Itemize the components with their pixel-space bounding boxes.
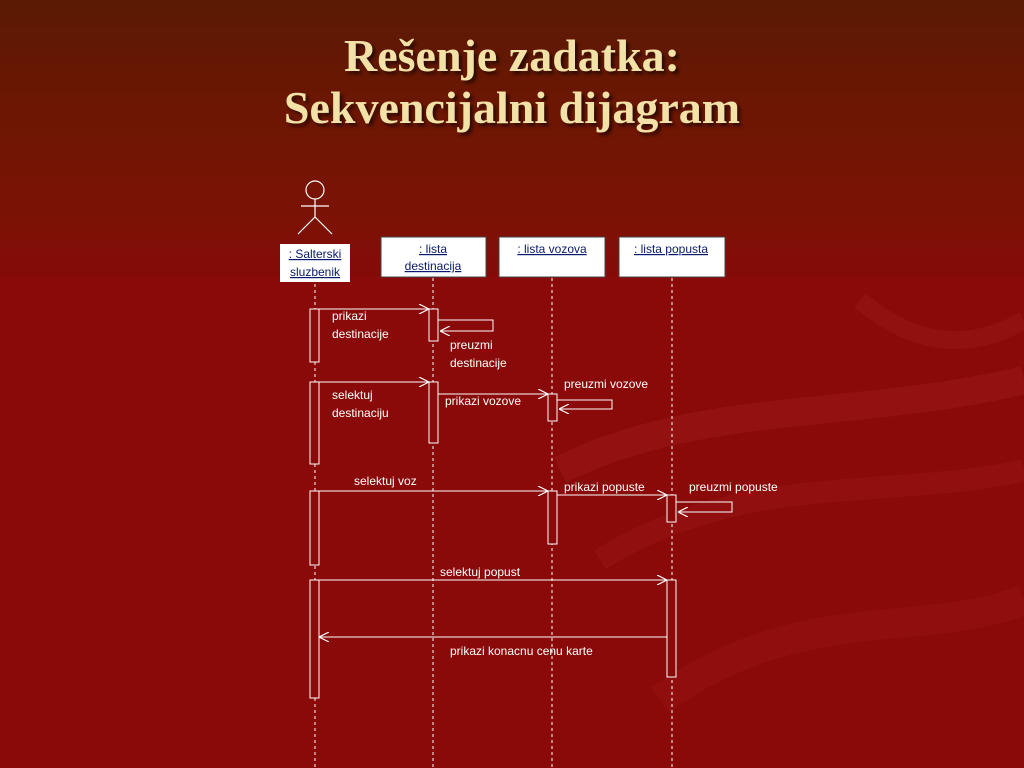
activation-bar (310, 382, 319, 464)
activation-bar (667, 495, 676, 522)
message-arrow-preuzmi-destinacije (438, 320, 493, 331)
object-lista-destinacija (381, 237, 486, 277)
message-arrow-preuzmi-popuste (676, 502, 732, 512)
object-label-line2: destinacija (404, 259, 462, 273)
activation-bar (429, 382, 438, 443)
message-label-prikazi-popuste: prikazi popuste (564, 480, 645, 494)
activation-bar (548, 394, 557, 421)
object-lista-popusta (619, 237, 725, 277)
message-label-selektuj-popust: selektuj popust (440, 565, 521, 579)
slide-title-line1: Rešenje zadatka: (344, 30, 680, 81)
activation-bar (667, 580, 676, 677)
message-label-prikazi-vozove: prikazi vozove (445, 394, 522, 408)
object-label: : lista popusta (633, 242, 709, 256)
message-label-preuzmi-destinacije-2: destinacije (450, 356, 507, 370)
object-lista-vozova (499, 237, 605, 277)
message-label-prikazi-destinacije-2: destinacije (332, 327, 389, 341)
message-label-preuzmi-popuste: preuzmi popuste (689, 480, 778, 494)
object-label-line1: : lista (418, 242, 448, 256)
activation-bar (310, 491, 319, 565)
stick-figure-icon (298, 181, 332, 234)
activation-bar (548, 491, 557, 544)
message-label-preuzmi-vozove: preuzmi vozove (564, 377, 649, 391)
actor-label-line1: : Salterski (288, 247, 342, 261)
message-label-prikazi-konacnu-cenu-karte: prikazi konacnu cenu karte (450, 644, 593, 658)
slide-title-line2: Sekvencijalni dijagram (283, 82, 741, 133)
message-label-selektuj-destinaciju-2: destinaciju (332, 406, 389, 420)
activation-bar (310, 580, 319, 698)
message-label-selektuj-destinaciju-1: selektuj (332, 388, 373, 402)
message-label-selektuj-voz: selektuj voz (354, 474, 417, 488)
message-arrow-preuzmi-vozove (557, 400, 612, 409)
actor-label-line2: sluzbenik (289, 265, 341, 279)
message-label-prikazi-destinacije-1: prikazi (332, 309, 367, 323)
actor-salterski-sluzbenik (280, 181, 350, 282)
activation-bar (429, 309, 438, 341)
object-label: : lista vozova (517, 242, 587, 256)
message-label-preuzmi-destinacije-1: preuzmi (450, 338, 493, 352)
activation-bar (310, 309, 319, 362)
